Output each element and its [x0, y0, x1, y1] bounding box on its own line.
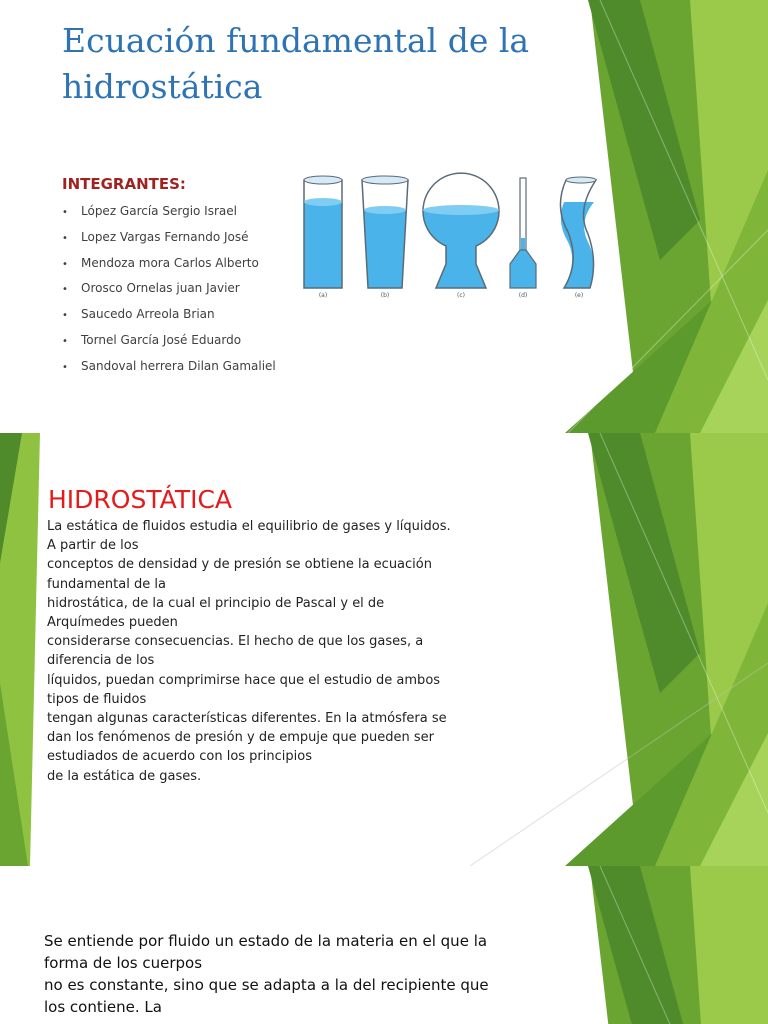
text-line: diferencia de los	[47, 653, 155, 669]
member-name: Lopez Vargas Fernando José	[81, 229, 249, 244]
figure-label: (d)	[518, 292, 528, 299]
text-line: A partir de los	[47, 538, 139, 554]
members-heading: INTEGRANTES:	[62, 175, 186, 193]
figure-label: (c)	[457, 292, 465, 299]
list-item	[62, 307, 276, 333]
member-name: López García Sergio Israel	[81, 204, 237, 218]
vessel-irregular-icon	[560, 177, 596, 288]
list-item	[62, 230, 276, 256]
vessels-illustration	[298, 172, 598, 302]
vessel-tapered-icon	[362, 176, 408, 288]
text-line: La estática de fluidos estudia el equilibrio de gases y líquidos.	[47, 519, 451, 534]
slide-3	[0, 866, 768, 1024]
member-name: Mendoza mora Carlos Alberto	[81, 255, 259, 270]
bullet-icon: •	[62, 207, 68, 218]
text-line: hidrostática, de la cual el principio de Pascal y el de	[47, 595, 385, 611]
list-item	[62, 333, 276, 359]
slide-2	[0, 433, 768, 866]
text-line: considerarse consecuencias. El hecho de que los gases, a	[47, 634, 424, 650]
body-paragraph	[47, 517, 507, 786]
figure-label: (e)	[574, 292, 584, 299]
text-line: tengan algunas características diferentes. En la atmósfera se	[47, 711, 447, 727]
bullet-icon: •	[62, 310, 68, 322]
text-line: los contiene. La	[44, 998, 162, 1016]
text-line: de la estática de gases.	[47, 768, 202, 784]
vessel-tube-icon	[510, 178, 536, 288]
text-line: estudiados de acuerdo con los principios	[47, 749, 312, 765]
bullet-icon: •	[62, 232, 68, 244]
list-item	[62, 359, 276, 385]
text-line: dan los fenómenos de presión y de empuje que pueden ser	[47, 730, 434, 746]
list-item	[62, 204, 276, 230]
slide-title: Ecuación fundamental de la hidrostática	[62, 21, 530, 106]
member-name: Sandoval herrera Dilan Gamaliel	[81, 358, 276, 373]
list-item	[62, 281, 276, 307]
text-line: no es constante, sino que se adapta a la del recipiente que	[44, 976, 489, 994]
member-name: Tornel García José Eduardo	[81, 332, 242, 347]
figure-label: (b)	[380, 292, 390, 299]
text-line: Se entiende por fluido un estado de la materia en el que la	[44, 932, 488, 950]
text-line: líquidos, puedan comprimirse hace que el estudio de ambos	[47, 672, 441, 688]
text-line: forma de los cuerpos	[44, 954, 203, 972]
bullet-icon: •	[62, 284, 68, 296]
vessel-flask-icon	[423, 173, 499, 288]
text-line: conceptos de densidad y de presión se obtiene la ecuación	[47, 557, 432, 573]
member-name: Orosco Ornelas juan Javier	[81, 281, 240, 296]
bullet-icon: •	[62, 335, 68, 347]
bullet-icon: •	[62, 361, 68, 373]
body-paragraph	[44, 930, 564, 1018]
text-line: tipos de fluidos	[47, 691, 147, 707]
list-item	[62, 256, 276, 282]
slide-1	[0, 0, 768, 433]
slide-title: HIDROSTÁTICA	[48, 485, 233, 514]
figure-label: (a)	[318, 292, 328, 299]
text-line: fundamental de la	[47, 576, 166, 592]
vessel-cylinder-icon	[304, 176, 342, 288]
text-line: Arquímedes pueden	[47, 615, 178, 631]
members-list	[62, 204, 276, 385]
bullet-icon: •	[62, 258, 68, 270]
member-name: Saucedo Arreola Brian	[81, 307, 215, 322]
